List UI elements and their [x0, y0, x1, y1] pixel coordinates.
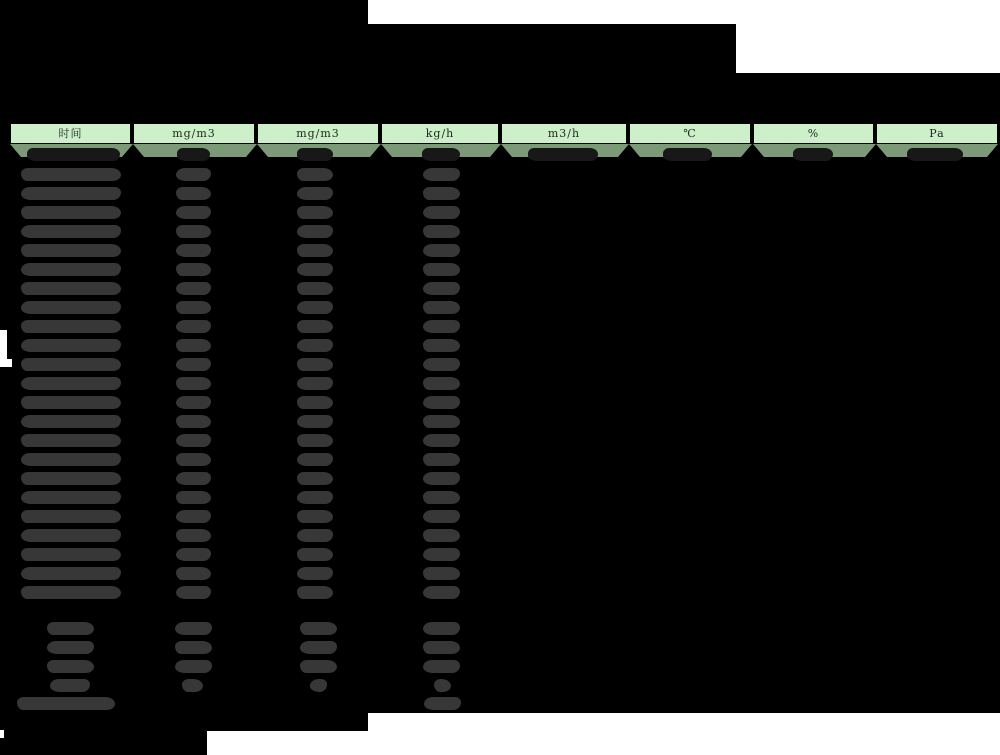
redacted-cell: [176, 301, 211, 314]
redacted-cell: [297, 206, 333, 219]
redacted-cell: [175, 660, 212, 673]
redacted-cell: [297, 320, 333, 333]
redacted-cell: [17, 697, 115, 710]
blank-area-bottom-right: [368, 713, 1000, 755]
redacted-cell: [300, 622, 337, 635]
redacted-cell: [423, 320, 460, 333]
redacted-cell: [176, 491, 211, 504]
redacted-cell: [423, 548, 460, 561]
redacted-cell: [21, 548, 121, 561]
blank-notch-left-2: [0, 359, 12, 367]
redacted-cell: [423, 641, 460, 654]
redacted-cell: [176, 244, 211, 257]
redacted-cell: [176, 396, 211, 409]
redacted-cell: [175, 622, 212, 635]
redacted-cell: [423, 282, 460, 295]
redacted-cell: [21, 434, 121, 447]
redacted-cell: [176, 225, 211, 238]
redacted-cell: [297, 282, 333, 295]
redacted-cell: [21, 472, 121, 485]
blank-area-top: [368, 0, 1000, 24]
redacted-cell: [297, 472, 333, 485]
redacted-cell: [21, 415, 121, 428]
redacted-cell: [423, 339, 460, 352]
redacted-cell: [297, 567, 333, 580]
redacted-cell: [297, 396, 333, 409]
redacted-cell: [297, 187, 333, 200]
redacted-cell: [176, 567, 211, 580]
redacted-cell: [297, 529, 333, 542]
redacted-cell: [176, 548, 211, 561]
redacted-cell: [21, 225, 121, 238]
redacted-cell: [297, 168, 333, 181]
redacted-cell: [176, 168, 211, 181]
redacted-cell: [176, 358, 211, 371]
redacted-cell: [176, 453, 211, 466]
column-header-mg-m3-a: mg/m3: [133, 123, 255, 144]
redacted-cell: [297, 263, 333, 276]
redacted-cell: [297, 434, 333, 447]
redacted-cell: [297, 244, 333, 257]
column-header-kg-h: kg/h: [381, 123, 499, 144]
redacted-cell: [176, 320, 211, 333]
redacted-cell: [21, 187, 121, 200]
redacted-cell: [423, 225, 460, 238]
redacted-cell: [423, 206, 460, 219]
redacted-cell: [663, 148, 712, 161]
blank-notch-bottom-left: [0, 730, 4, 738]
redacted-cell: [423, 622, 460, 635]
redacted-cell: [297, 148, 333, 161]
redacted-cell: [423, 396, 460, 409]
redacted-cell: [47, 622, 94, 635]
redacted-cell: [423, 358, 460, 371]
redacted-cell: [21, 358, 121, 371]
redacted-cell: [297, 358, 333, 371]
redacted-cell: [21, 244, 121, 257]
redacted-cell: [310, 679, 327, 692]
redacted-cell: [21, 453, 121, 466]
redacted-cell: [176, 282, 211, 295]
redacted-cell: [297, 491, 333, 504]
redacted-cell: [297, 377, 333, 390]
redacted-cell: [297, 225, 333, 238]
redacted-cell: [50, 679, 90, 692]
redacted-cell: [177, 148, 210, 161]
redacted-cell: [21, 377, 121, 390]
redacted-cell: [47, 660, 94, 673]
column-header-celsius: ℃: [629, 123, 751, 144]
redacted-cell: [21, 339, 121, 352]
redacted-cell: [21, 396, 121, 409]
column-header-time: 时间: [10, 123, 131, 144]
redacted-cell: [176, 415, 211, 428]
column-header-m3-h: m3/h: [501, 123, 627, 144]
redacted-cell: [297, 586, 333, 599]
redacted-cell: [423, 660, 460, 673]
redacted-cell: [176, 510, 211, 523]
redacted-cell: [793, 148, 833, 161]
redacted-cell: [176, 339, 211, 352]
redacted-cell: [176, 377, 211, 390]
redacted-cell: [176, 187, 211, 200]
redacted-cell: [21, 529, 121, 542]
redacted-cell: [423, 491, 460, 504]
redacted-cell: [182, 679, 203, 692]
redacted-cell: [297, 415, 333, 428]
redacted-cell: [297, 339, 333, 352]
redacted-cell: [434, 679, 451, 692]
redacted-cell: [21, 301, 121, 314]
redacted-cell: [423, 377, 460, 390]
redacted-cell: [176, 263, 211, 276]
redacted-cell: [21, 282, 121, 295]
redacted-cell: [423, 472, 460, 485]
redacted-cell: [176, 434, 211, 447]
redacted-cell: [176, 529, 211, 542]
redacted-cell: [297, 548, 333, 561]
redacted-cell: [423, 434, 460, 447]
redacted-cell: [21, 567, 121, 580]
redacted-cell: [300, 641, 337, 654]
redacted-cell: [47, 641, 94, 654]
redacted-cell: [424, 697, 461, 710]
redacted-cell: [423, 453, 460, 466]
redacted-cell: [423, 244, 460, 257]
blank-area-top-right: [736, 24, 1000, 73]
redacted-cell: [423, 263, 460, 276]
redacted-cell: [423, 567, 460, 580]
redacted-cell: [21, 206, 121, 219]
redacted-cell: [297, 510, 333, 523]
redacted-cell: [21, 510, 121, 523]
column-header-pa: Pa: [876, 123, 998, 144]
redacted-cell: [300, 660, 337, 673]
redacted-cell: [27, 148, 120, 161]
redacted-cell: [423, 510, 460, 523]
redacted-cell: [21, 320, 121, 333]
redacted-cell: [423, 301, 460, 314]
redacted-cell: [423, 168, 460, 181]
redacted-cell: [423, 187, 460, 200]
blank-area-bottom-center: [207, 731, 368, 755]
redacted-cell: [297, 453, 333, 466]
redacted-cell: [423, 415, 460, 428]
redacted-cell: [297, 301, 333, 314]
column-header-mg-m3-b: mg/m3: [257, 123, 379, 144]
redacted-cell: [423, 586, 460, 599]
redacted-cell: [176, 206, 211, 219]
redacted-cell: [176, 586, 211, 599]
redacted-cell: [422, 148, 460, 161]
redacted-cell: [21, 586, 121, 599]
redacted-cell: [423, 529, 460, 542]
redacted-cell: [528, 148, 598, 161]
redacted-cell: [175, 641, 212, 654]
column-header-percent: %: [753, 123, 874, 144]
redacted-cell: [907, 148, 963, 161]
redacted-cell: [21, 168, 121, 181]
redacted-cell: [176, 472, 211, 485]
redacted-cell: [21, 491, 121, 504]
redacted-cell: [21, 263, 121, 276]
